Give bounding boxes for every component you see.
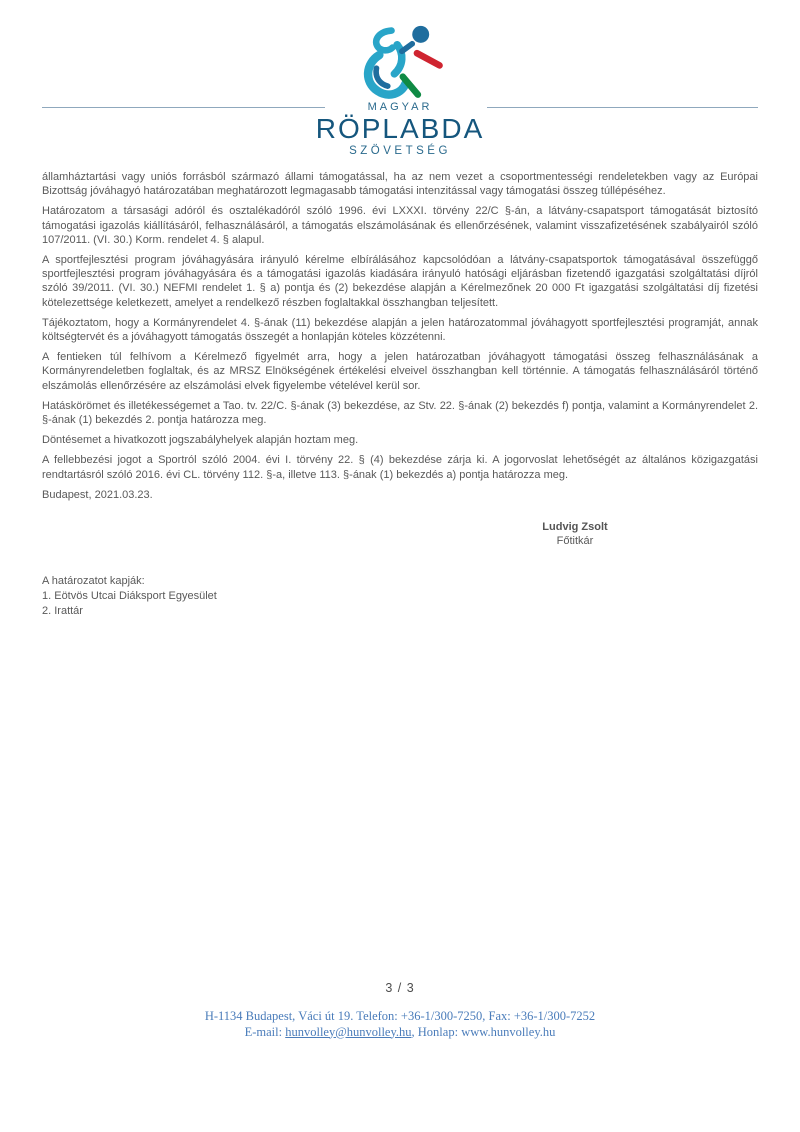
document-body [42,170,758,618]
footer-address-line: H-1134 Budapest, Váci út 19. Telefon: +36-1/300-7250, Fax: +36-1/300-7252 [204,1009,596,1023]
paragraph-continuation: államháztartási vagy uniós forrásból származó állami támogatással, ha az nem vezet a csoportmentességi rendeletekben vagy az Európai Bizottság jóváhagyó határozatában meghatározott legmagasabb támogatási intenzitással vagy támogatási összeg túllépéséhez. [42,171,758,198]
logo-org-line2: RÖPLABDA [315,113,485,144]
footer-contact [0,1009,800,1040]
paragraph-legal-basis: Határozatom a társasági adóról és osztalékadóról szóló 1996. évi LXXXI. törvény 22/C §-án, a látvány-csapatsport támogatását biztosító támogatási igazolás kiállításáról, felhasználásáról, a támogatás elszámolásának és ellenőrzésének, valamint visszafizetésének szabályairól szóló 107/2011. (VI. 30.) Korm. rendelet 4. § alapul. [42,205,758,246]
volleyball-player-logo-svg [345,24,455,104]
paragraph-publication-duty: Tájékoztatom, hogy a Kormányrendelet 4. §-ának (11) bekezdése alapján a jelen határozatommal jóváhagyott sportfejlesztési programját, annak költségtervét és a jóváhagyott támogatás összegét a honlapján köteles közzétenni. [42,316,758,344]
logo-text-block [0,101,800,158]
date-line: Budapest, 2021.03.23. [42,488,153,501]
paragraph-appeal: A fellebbezési jogot a Sportról szóló 2004. évi I. törvény 22. § (4) bekezdése zárja ki. A jogorvoslat lehetőségét az általános közigazgatási rendtartásról szóló 2016. évi CL. törvény 112. §-a, illetve 113. §-ának (1) bekezdés a) pontja határozza meg. [42,454,758,481]
signatory-title: Főtitkár [556,535,594,548]
signatory-name: Ludvig Zsolt [542,521,608,534]
page-indicator: 3 / 3 [385,981,415,995]
mrsz-logo-icon [345,24,455,104]
paragraph-admin-fee: A sportfejlesztési program jóváhagyására irányuló kérelme elbírálásához kapcsolódóan a látvány-csapatsportok támogatásával összefüggő sportfejlesztési program jóváhagyására és a támogatási igazolás kiadására irányuló hatósági eljárásban fizetendő igazgatási szolgáltatási díjról szóló 39/2011. (VI. 30.) NEFMI rendelet 1. § a) pontja és (2) bekezdése alapján a Kérelmezőnek 20 000 Ft igazgatási szolgáltatási díj fizetési kötelezettsége keletkezett, amelyet a rendelkező részben foglaltakkal összhangban teljesített. [42,254,758,309]
signature-block [490,520,660,548]
footer-email-label: E-mail: [244,1024,286,1039]
website-text: www.hunvolley.hu [461,1024,556,1039]
paragraph-competence: Hatáskörömet és illetékességemet a Tao. tv. 22/C. §-ának (3) bekezdése, az Stv. 22. §-ának (2) bekezdés f) pontja, valamint a Kormányrendelet 2. §-ának (1) bekezdés 2. pontja határozza meg. [42,399,758,427]
logo-org-line1: MAGYAR [367,101,433,113]
email-link[interactable]: hunvolley@hunvolley.hu [285,1024,412,1039]
logo-org-line3: SZÖVETSÉG [349,145,451,157]
footer-email-line [0,1025,800,1041]
recipient-item: 1. Eötvös Utcai Diáksport Egyesület [42,590,217,603]
paragraph-usage-rules: A fentieken túl felhívom a Kérelmező figyelmét arra, hogy a jelen határozatban jóváhagyott támogatási összeg felhasználásának a Kormányrendeletben foglaltak, és az MRSZ Elnökségének értékelési elveivel összhangban kell történnie. A támogatás felhasználásáról történő elszámolás ellenőrzésére az elszámolási elvek figyelembe vételével kerül sor. [42,351,758,392]
recipients-heading: A határozatot kapják: [42,575,145,588]
footer-homepage-label: , Honlap: [411,1024,462,1039]
recipients-block [42,574,758,618]
recipient-item: 2. Irattár [42,604,83,617]
paragraph-decision: Döntésemet a hivatkozott jogszabályhelyek alapján hoztam meg. [42,434,359,447]
